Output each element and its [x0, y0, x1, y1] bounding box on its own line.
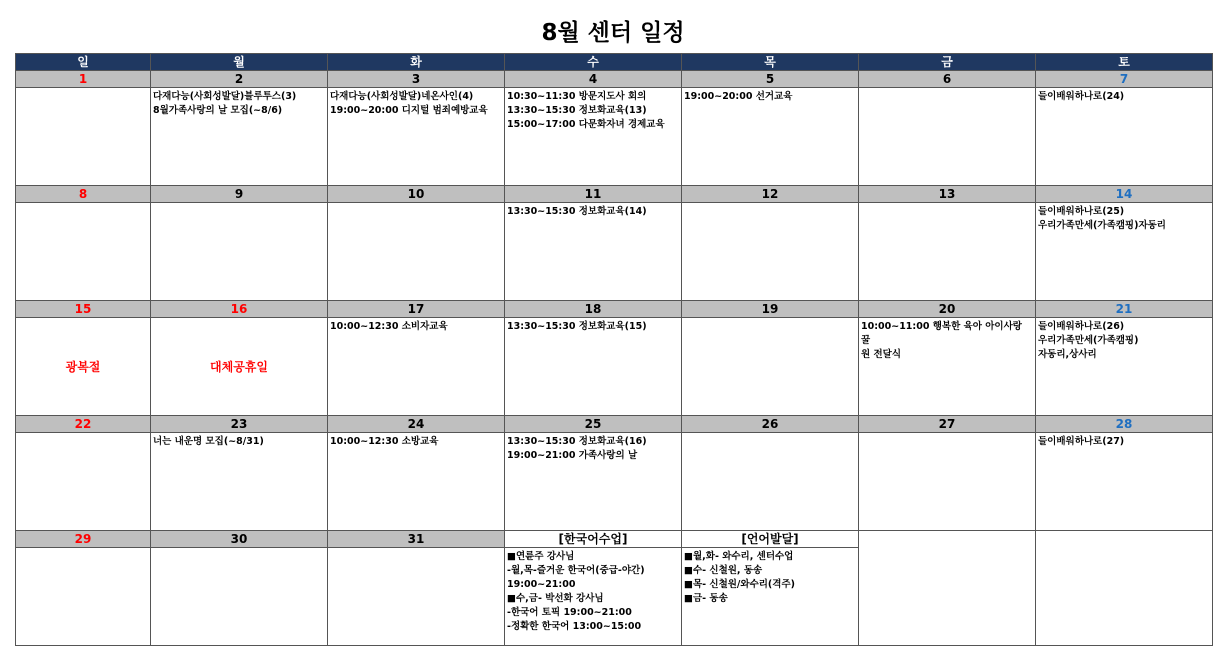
weekday-header-row: [16, 54, 1213, 71]
day-events: 10:00~12:30 소방교육: [330, 436, 439, 447]
date-number: 6: [859, 71, 1036, 88]
day-cell[interactable]: [151, 433, 328, 531]
events-row: [16, 318, 1213, 416]
date-number: 5: [682, 71, 859, 88]
date-number: 25: [505, 416, 682, 433]
day-events: 13:30~15:30 정보화교육(16) 19:00~21:00 가족사랑의 날: [507, 436, 647, 461]
date-number: 7: [1036, 71, 1213, 88]
day-events: 13:30~15:30 정보화교육(15): [507, 321, 647, 332]
date-number: 30: [151, 531, 328, 548]
language-dev-heading: [언어발달]: [682, 531, 859, 548]
date-number: 27: [859, 416, 1036, 433]
day-cell[interactable]: [505, 433, 682, 531]
date-number: 20: [859, 301, 1036, 318]
date-number: 24: [328, 416, 505, 433]
day-events: 10:30~11:30 방문지도사 회의 13:30~15:30 정보화교육(13) 15:00~17:00 다문화자녀 경제교육: [507, 91, 665, 130]
date-number: 15: [16, 301, 151, 318]
empty-cell: [1036, 548, 1213, 646]
day-events: 다재다능(사회성발달)블루투스(3) 8월가족사랑의 날 모집(~8/6): [153, 91, 297, 116]
day-cell[interactable]: [682, 203, 859, 301]
day-cell[interactable]: [682, 433, 859, 531]
events-row: [16, 548, 1213, 646]
day-cell[interactable]: [16, 433, 151, 531]
day-events: 다재다능(사회성발달)네온사인(4) 19:00~20:00 디지털 범죄예방교육: [330, 91, 488, 116]
date-number: 16: [151, 301, 328, 318]
events-row: [16, 88, 1213, 186]
date-number: 11: [505, 186, 682, 203]
day-events: 10:00~12:30 소비자교육: [330, 321, 448, 332]
day-events: [328, 203, 504, 205]
korean-class-cell: [505, 548, 682, 646]
day-cell[interactable]: [328, 318, 505, 416]
day-cell[interactable]: [682, 318, 859, 416]
calendar-table: [15, 53, 1213, 646]
weekday-header-3: 수: [505, 54, 682, 71]
weekday-header-5: 금: [859, 54, 1036, 71]
empty-cell: [859, 548, 1036, 646]
holiday-label: 대체공휴일: [210, 360, 268, 374]
date-number: 31: [328, 531, 505, 548]
day-cell[interactable]: [859, 88, 1036, 186]
day-cell[interactable]: [682, 88, 859, 186]
day-cell[interactable]: [1036, 88, 1213, 186]
empty-cell: [859, 531, 1036, 548]
date-number: 12: [682, 186, 859, 203]
day-cell[interactable]: [505, 88, 682, 186]
day-events: 들이배워하나로(25) 우리가족만세(가족캠핑)자동리: [1038, 206, 1166, 231]
date-number: 2: [151, 71, 328, 88]
day-cell[interactable]: [505, 318, 682, 416]
day-cell[interactable]: [328, 548, 505, 646]
day-cell[interactable]: [151, 88, 328, 186]
day-events: 들이배워하나로(24): [1038, 91, 1125, 102]
date-number: 1: [16, 71, 151, 88]
day-cell[interactable]: [151, 318, 328, 416]
events-row: [16, 203, 1213, 301]
date-number-row: [16, 186, 1213, 203]
date-number-row: [16, 531, 1213, 548]
day-cell[interactable]: [328, 88, 505, 186]
date-number: 17: [328, 301, 505, 318]
events-row: [16, 433, 1213, 531]
day-events: 19:00~20:00 선거교육: [684, 91, 793, 102]
day-events: 13:30~15:30 정보화교육(14): [507, 206, 647, 217]
date-number: 13: [859, 186, 1036, 203]
day-cell[interactable]: [151, 203, 328, 301]
day-cell[interactable]: [328, 433, 505, 531]
day-cell[interactable]: [16, 88, 151, 186]
day-events: [859, 88, 1035, 90]
date-number: 23: [151, 416, 328, 433]
korean-class-heading: [한국어수업]: [505, 531, 682, 548]
day-events: [682, 203, 858, 205]
day-events: [859, 433, 1035, 435]
day-cell[interactable]: [1036, 203, 1213, 301]
day-cell[interactable]: [16, 203, 151, 301]
day-events: [859, 203, 1035, 205]
date-number: 10: [328, 186, 505, 203]
weekday-header-4: 목: [682, 54, 859, 71]
day-events: [16, 88, 150, 90]
day-cell[interactable]: [328, 203, 505, 301]
day-events: [682, 318, 858, 320]
day-cell[interactable]: [1036, 433, 1213, 531]
korean-class-text: ■연륜주 강사님 -월,목-즐거운 한국어(중급-야간) 19:00~21:00 ■수,금- 박선화 강사님 -한국어 토픽 19:00~21:00 -정확한 한국어 13:00~15:00: [507, 551, 645, 632]
day-events: 너는 내운명 모집(~8/31): [153, 436, 264, 447]
weekday-header-2: 화: [328, 54, 505, 71]
date-number-row: [16, 301, 1213, 318]
date-number: 21: [1036, 301, 1213, 318]
day-events: [151, 203, 327, 205]
weekday-header-6: 토: [1036, 54, 1213, 71]
date-number: 18: [505, 301, 682, 318]
day-cell[interactable]: [1036, 318, 1213, 416]
date-number: 9: [151, 186, 328, 203]
holiday-label: 광복절: [65, 360, 101, 374]
empty-cell: [1036, 531, 1213, 548]
day-cell[interactable]: [859, 433, 1036, 531]
language-dev-cell: [682, 548, 859, 646]
weekday-header-0: 일: [16, 54, 151, 71]
date-number: 28: [1036, 416, 1213, 433]
language-dev-text: ■월,화- 와수리, 센터수업 ■수- 신철원, 동송 ■목- 신철원/와수리(격주) ■금- 동송: [684, 551, 795, 604]
date-number: 22: [16, 416, 151, 433]
date-number: 26: [682, 416, 859, 433]
day-cell[interactable]: [859, 318, 1036, 416]
date-number: 19: [682, 301, 859, 318]
day-cell[interactable]: [16, 318, 151, 416]
date-number: 14: [1036, 186, 1213, 203]
date-number: 8: [16, 186, 151, 203]
day-events: [16, 203, 150, 205]
date-number-row: [16, 71, 1213, 88]
day-cell[interactable]: [16, 548, 151, 646]
day-events: 들이배워하나로(27): [1038, 436, 1125, 447]
weekday-header-1: 월: [151, 54, 328, 71]
date-number: 4: [505, 71, 682, 88]
date-number-row: [16, 416, 1213, 433]
day-events: 들이배워하나로(26) 우리가족만세(가족캠핑) 자동리,상사리: [1038, 321, 1139, 360]
date-number: 3: [328, 71, 505, 88]
day-events: 10:00~11:00 행복한 육아 아이사랑 꿀 원 전달식: [861, 321, 1022, 360]
day-events: [16, 433, 150, 435]
page-title: 8월 센터 일정: [541, 20, 685, 46]
day-cell[interactable]: [151, 548, 328, 646]
date-number: 29: [16, 531, 151, 548]
day-cell[interactable]: [505, 203, 682, 301]
day-cell[interactable]: [859, 203, 1036, 301]
day-events: [682, 433, 858, 435]
